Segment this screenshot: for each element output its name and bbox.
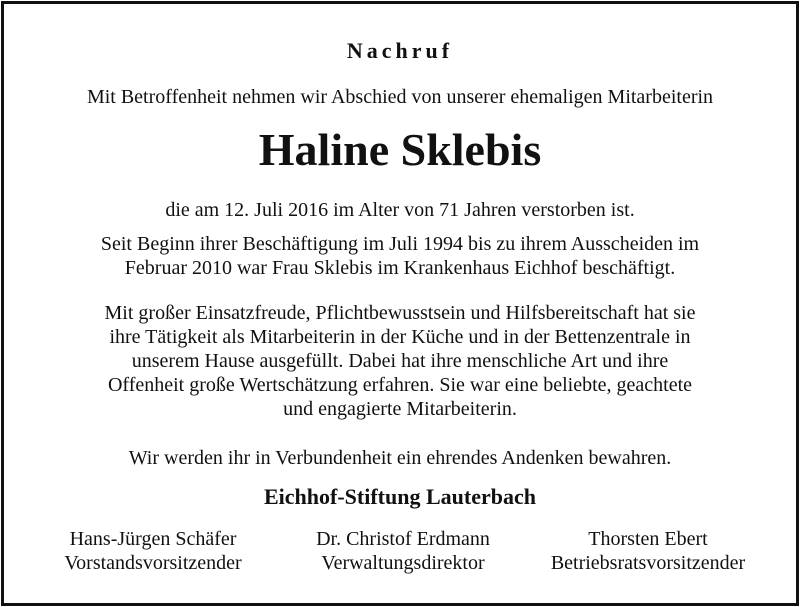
paragraph-line: ihre Tätigkeit als Mitarbeiterin in der Küche und in der Bettenzentrale in <box>109 326 691 348</box>
signatory-name: Hans-Jürgen Schäfer <box>69 528 237 550</box>
paragraph-line: Offenheit große Wertschätzung erfahren. Sie war eine beliebte, geachtete <box>107 374 693 396</box>
employment-paragraph <box>0 232 800 280</box>
tribute-paragraph <box>0 301 800 421</box>
paragraph-line: Februar 2010 war Frau Sklebis im Krankenhaus Eichhof beschäftigt. <box>124 257 676 279</box>
signatory-name: Thorsten Ebert <box>588 528 708 550</box>
paragraph-line: unserem Hause ausgefüllt. Dabei hat ihre menschliche Art und ihre <box>131 350 669 372</box>
signatory-role: Verwaltungsdirektor <box>321 552 485 574</box>
deceased-name: Haline Sklebis <box>258 124 542 175</box>
paragraph-line: Mit großer Einsatzfreude, Pflichtbewusstsein und Hilfsbereitschaft hat sie <box>104 302 696 324</box>
paragraph-line: Seit Beginn ihrer Beschäftigung im Juli 1994 bis zu ihrem Ausscheiden im <box>100 233 700 255</box>
signatory-role: Betriebsratsvorsitzender <box>550 552 746 574</box>
signatory-block <box>525 527 771 575</box>
intro-text: Mit Betroffenheit nehmen wir Abschied von unserer ehemaligen Mitarbeiterin <box>86 86 714 108</box>
death-date-line: die am 12. Juli 2016 im Alter von 71 Jahren verstorben ist. <box>165 199 635 221</box>
signatory-name: Dr. Christof Erdmann <box>316 528 490 550</box>
signatory-role: Vorstandsvorsitzender <box>64 552 242 574</box>
signatory-block <box>280 527 526 575</box>
paragraph-line: und engagierte Mitarbeiterin. <box>283 398 517 420</box>
closing-line: Wir werden ihr in Verbundenheit ein ehrendes Andenken bewahren. <box>128 447 672 469</box>
organization-name: Eichhof-Stiftung Lauterbach <box>264 484 536 509</box>
signatory-block <box>30 527 276 575</box>
notice-heading: Nachruf <box>346 38 454 63</box>
